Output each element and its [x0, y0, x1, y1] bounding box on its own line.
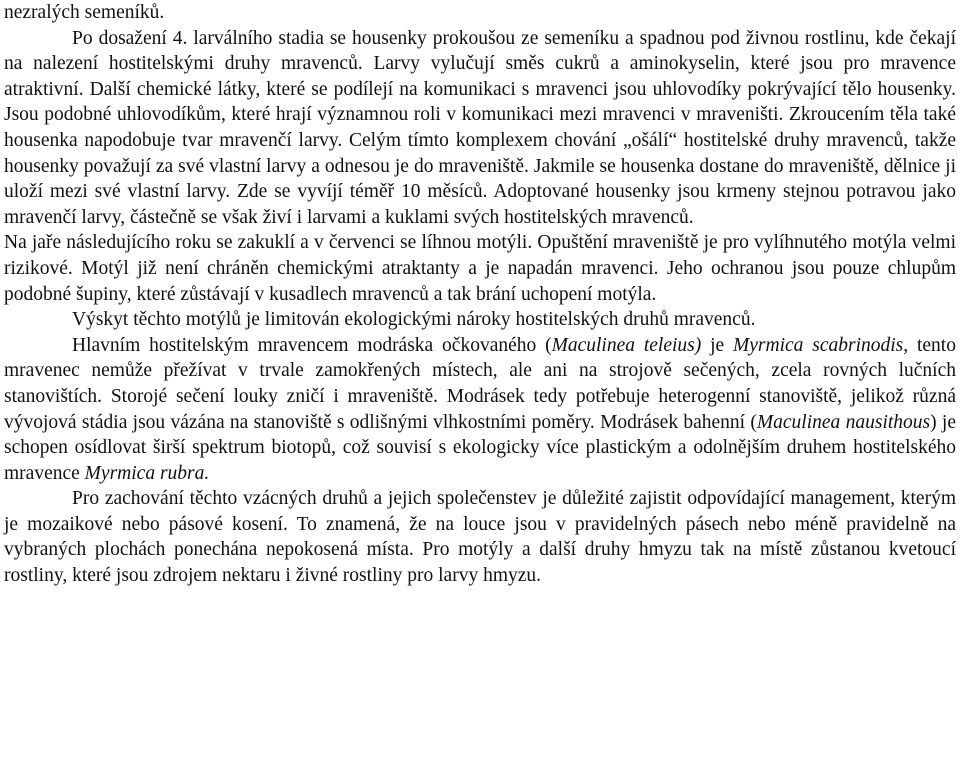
paragraph-3-text: Výskyt těchto motýlů je limitován ekologickými nároky hostitelských druhů mravenců.: [72, 309, 756, 331]
species-name-myrmica-rubra: Myrmica rubra.: [84, 462, 210, 484]
paragraph-4-text-a: Hlavním hostitelským mravencem modráska očkovaného (: [72, 334, 552, 356]
species-name-maculinea-nausithous: Maculinea nausithous: [756, 411, 931, 433]
paragraph-4-text-c: , tento mravenec nemůže přežívat v trvale zamokřených místech, ale ani na strojově sečených, zcela rovných lučních stanovištích. Storojé sečení louky zničí i mraveniště. Modrásek tedy potřebuje heterogenní stanoviště, jelikož různá vývojová stádia jsou vázána na stanoviště s odlišnými vlhkostními poměry. Modrásek bahenní (: [4, 334, 956, 433]
paragraph-4-text-d: ) je schopen osídlovat širší spektrum biotopů, což souvisí s ekologicky více plastickým a odolnějším druhem hostitelského mravence: [4, 411, 956, 484]
paragraph-1-text: Po dosažení 4. larválního stadia se housenky prokoušou ze semeníku a spadnou pod živnou rostlinu, kde čekají na nalezení hostitelskými druhy mravenců. Larvy vylučují směs cukrů a aminokyselin, které jsou pro mravence atraktivní. Další chemické látky, které se podílejí na komunikaci s mravenci jsou uhlovodíky pokrývající tělo housenky. Jsou podobné uhlovodíkům, které hrají významnou roli v komunikaci mezi mravenci v mraveništi. Zkroucením těla také housenka napodobuje tvar mravenčí larvy. Celým tímto komplexem chování „ošálí“ hostitelské druhy mravenců, takže housenky považují za své vlastní larvy a odnesou je do mraveniště. Jakmile se housenka dostane do mraveniště, dělnice ji uloží mezi své vlastní larvy. Zde se vyvíjí téměř 10 měsíců. Adoptované housenky jsou krmeny stejnou potravou jako mravenčí larvy, částečně se však živí i larvami a kuklami svých hostitelských mravenců.: [4, 27, 956, 228]
species-name-maculinea-teleius: Maculinea teleius): [551, 334, 702, 356]
paragraph-0: [4, 0, 956, 26]
paragraph-5: [4, 486, 956, 588]
species-name-myrmica-scabrinodis: Myrmica scabrinodis: [733, 334, 904, 356]
paragraph-4: [4, 333, 956, 487]
paragraph-0-text: nezralých semeníků.: [4, 2, 165, 23]
paragraph-4-text-b: je: [701, 334, 734, 356]
paragraph-2-text: Na jaře následujícího roku se zakuklí a v červenci se líhnou motýli. Opuštění mraveniště je pro vylíhnutého motýla velmi rizikové. Motýl již není chráněn chemickými atraktanty a je napadán mravenci. Jeho ochranou jsou pouze chlupům podobné šupiny, které zůstávají v kusadlech mravenců a tak brání uchopení motýla.: [4, 232, 956, 305]
paragraph-2: [4, 230, 956, 307]
paragraph-5-text: Pro zachování těchto vzácných druhů a jejich společenstev je důležité zajistit odpovídající management, kterým je mozaikové nebo pásové kosení. To znamená, že na louce jsou v pravidelných pásech nebo méně pravidelně na vybraných plochách ponechána nepokosená místa. Pro motýly a další druhy hmyzu tak na místě zůstanou kvetoucí rostliny, které jsou zdrojem nektaru i živné rostliny pro larvy hmyzu.: [4, 488, 956, 587]
paragraph-1: [4, 26, 956, 231]
paragraph-3: [4, 307, 956, 333]
